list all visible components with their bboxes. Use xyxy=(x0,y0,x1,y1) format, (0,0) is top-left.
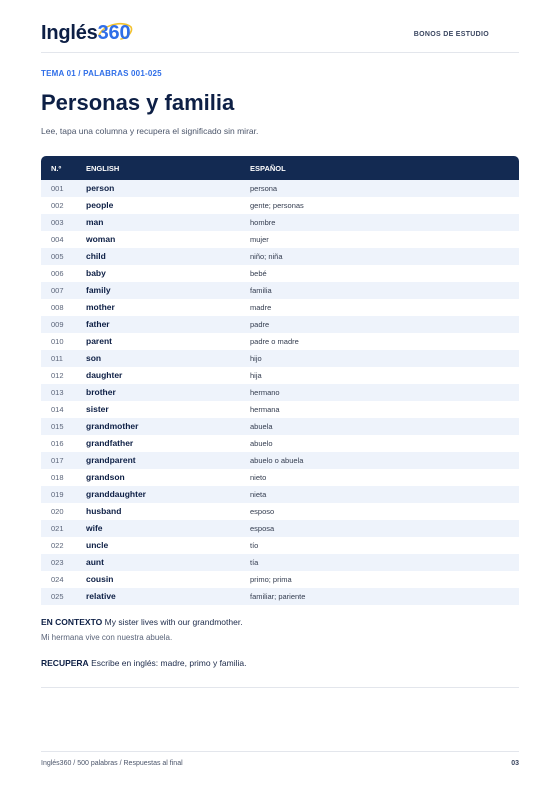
english-word: grandfather xyxy=(86,438,134,448)
word-number: 007 xyxy=(51,286,64,295)
spanish-translation: esposa xyxy=(250,524,275,533)
table-row xyxy=(41,418,519,435)
spanish-translation: padre o madre xyxy=(250,337,299,346)
word-number: 002 xyxy=(51,201,64,210)
table-row xyxy=(41,401,519,418)
header-num: N.º xyxy=(51,164,62,173)
english-word: husband xyxy=(86,506,122,516)
table-row xyxy=(41,316,519,333)
table-row xyxy=(41,520,519,537)
word-number: 014 xyxy=(51,405,64,414)
english-word: uncle xyxy=(86,540,109,550)
spanish-translation: hija xyxy=(250,371,262,380)
spanish-translation: abuelo xyxy=(250,439,273,448)
spanish-translation: abuelo o abuela xyxy=(250,456,304,465)
word-number: 010 xyxy=(51,337,64,346)
recall-line xyxy=(41,658,247,668)
spanish-translation: mujer xyxy=(250,235,269,244)
header-spanish: ESPAÑOL xyxy=(250,164,286,173)
word-number: 025 xyxy=(51,592,64,601)
english-word: cousin xyxy=(86,574,114,584)
spanish-translation: hijo xyxy=(250,354,262,363)
table-row xyxy=(41,486,519,503)
english-word: relative xyxy=(86,591,116,601)
english-word: daughter xyxy=(86,370,123,380)
english-word: woman xyxy=(86,234,116,244)
english-word: son xyxy=(86,353,102,363)
word-number: 024 xyxy=(51,575,64,584)
context-translation: Mi hermana vive con nuestra abuela. xyxy=(41,633,173,642)
table-row xyxy=(41,452,519,469)
spanish-translation: niño; niña xyxy=(250,252,283,261)
logo-number-text: 360 xyxy=(97,22,131,44)
table-row xyxy=(41,537,519,554)
word-number: 021 xyxy=(51,524,64,533)
page-number: 03 xyxy=(511,760,519,767)
word-number: 013 xyxy=(51,388,64,397)
english-word: brother xyxy=(86,387,116,397)
english-word: father xyxy=(86,319,110,329)
word-number: 004 xyxy=(51,235,64,244)
spanish-translation: tío xyxy=(250,541,259,550)
word-number: 019 xyxy=(51,490,64,499)
page-footer xyxy=(41,751,519,767)
page-subtitle: Lee, tapa una columna y recupera el significado sin mirar. xyxy=(41,126,259,136)
english-word: people xyxy=(86,200,114,210)
spanish-translation: abuela xyxy=(250,422,273,431)
table-row xyxy=(41,197,519,214)
word-number: 011 xyxy=(51,354,63,363)
english-word: person xyxy=(86,183,115,193)
table-row xyxy=(41,231,519,248)
table-row xyxy=(41,503,519,520)
table-row xyxy=(41,554,519,571)
english-word: parent xyxy=(86,336,112,346)
word-number: 020 xyxy=(51,507,64,516)
logo-text: Inglés xyxy=(41,22,98,44)
english-word: granddaughter xyxy=(86,489,146,499)
spanish-translation: hermana xyxy=(250,405,280,414)
table-row xyxy=(41,265,519,282)
table-row xyxy=(41,588,519,605)
word-number: 012 xyxy=(51,371,64,380)
context-sentence: My sister lives with our grandmother. xyxy=(104,617,243,627)
header-english: ENGLISH xyxy=(86,164,120,173)
table-row xyxy=(41,435,519,452)
word-number: 001 xyxy=(51,184,64,193)
topic-eyebrow: TEMA 01 / PALABRAS 001-025 xyxy=(41,69,162,78)
english-word: mother xyxy=(86,302,115,312)
table-row xyxy=(41,180,519,197)
english-word: sister xyxy=(86,404,109,414)
english-word: child xyxy=(86,251,106,261)
table-row xyxy=(41,248,519,265)
word-number: 009 xyxy=(51,320,64,329)
english-word: wife xyxy=(86,523,103,533)
logo-number xyxy=(98,22,131,44)
table-row xyxy=(41,333,519,350)
word-number: 005 xyxy=(51,252,64,261)
table-row xyxy=(41,367,519,384)
brand-logo xyxy=(41,22,130,45)
word-number: 022 xyxy=(51,541,64,550)
header-section-label: BONOS DE ESTUDIO xyxy=(413,31,489,38)
spanish-translation: familiar; pariente xyxy=(250,592,306,601)
table-row xyxy=(41,469,519,486)
section-divider xyxy=(41,687,519,688)
spanish-translation: nieto xyxy=(250,473,267,482)
word-number: 003 xyxy=(51,218,64,227)
table-row xyxy=(41,350,519,367)
spanish-translation: esposo xyxy=(250,507,275,516)
spanish-translation: nieta xyxy=(250,490,267,499)
english-word: baby xyxy=(86,268,106,278)
english-word: family xyxy=(86,285,111,295)
footer-credits: Inglés360 / 500 palabras / Respuestas al final xyxy=(41,760,183,767)
word-number: 008 xyxy=(51,303,64,312)
context-label: EN CONTEXTO xyxy=(41,617,103,627)
spanish-translation: primo; prima xyxy=(250,575,292,584)
english-word: aunt xyxy=(86,557,104,567)
english-word: grandparent xyxy=(86,455,136,465)
vocabulary-table xyxy=(41,156,519,605)
spanish-translation: bebé xyxy=(250,269,267,278)
table-row xyxy=(41,282,519,299)
word-number: 017 xyxy=(51,456,64,465)
spanish-translation: madre xyxy=(250,303,272,312)
spanish-translation: persona xyxy=(250,184,278,193)
context-sentence-line xyxy=(41,617,243,627)
table-row xyxy=(41,384,519,401)
spanish-translation: hombre xyxy=(250,218,276,227)
table-row xyxy=(41,571,519,588)
recall-label: RECUPERA xyxy=(41,658,89,668)
word-number: 023 xyxy=(51,558,64,567)
document-page xyxy=(41,0,519,792)
word-number: 018 xyxy=(51,473,64,482)
recall-text: Escribe en inglés: madre, primo y familia. xyxy=(91,658,247,668)
english-word: grandmother xyxy=(86,421,139,431)
spanish-translation: padre xyxy=(250,320,270,329)
table-row xyxy=(41,299,519,316)
english-word: grandson xyxy=(86,472,125,482)
word-number: 006 xyxy=(51,269,64,278)
spanish-translation: familia xyxy=(250,286,272,295)
table-body xyxy=(41,180,519,605)
table-header xyxy=(41,156,519,180)
spanish-translation: gente; personas xyxy=(250,201,304,210)
page-title: Personas y familia xyxy=(41,90,235,115)
spanish-translation: hermano xyxy=(250,388,280,397)
english-word: man xyxy=(86,217,104,227)
word-number: 016 xyxy=(51,439,64,448)
spanish-translation: tía xyxy=(250,558,259,567)
page-header xyxy=(41,22,519,53)
word-number: 015 xyxy=(51,422,64,431)
table-row xyxy=(41,214,519,231)
